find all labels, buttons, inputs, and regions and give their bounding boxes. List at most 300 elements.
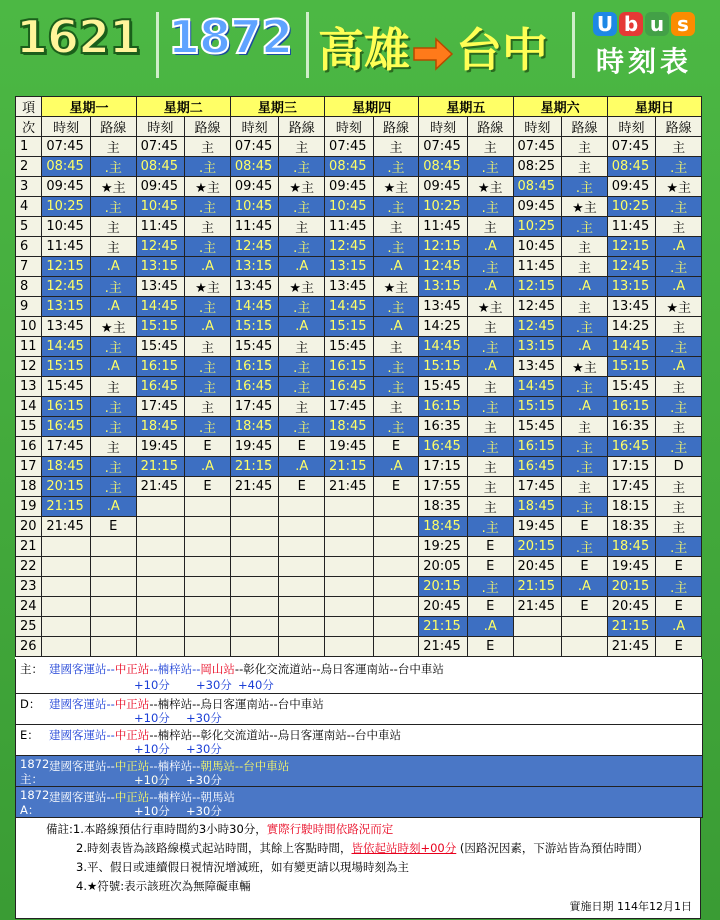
note-stops: 建國客運站--中正站--楠梓站--朝馬站 — [49, 790, 235, 804]
departure-time: 08:45 — [513, 177, 562, 197]
route-code: .主 — [279, 297, 325, 317]
route-code: E — [562, 597, 608, 617]
note-offset: +10分 — [134, 742, 170, 756]
departure-time: 21:45 — [136, 477, 185, 497]
route-code: .主 — [185, 237, 231, 257]
route-code: 主 — [562, 157, 608, 177]
route-code: E — [656, 637, 702, 657]
table-row — [16, 597, 702, 617]
departure-time: 08:45 — [325, 157, 374, 177]
route-code: .主 — [562, 317, 608, 337]
route-code: .主 — [185, 157, 231, 177]
remark-4: 4.★符號:表示該班次為無障礙車輛 — [76, 879, 251, 893]
note-label: D： — [20, 697, 41, 711]
departure-time: 16:15 — [607, 397, 656, 417]
departure-time: 18:45 — [230, 417, 279, 437]
route-code — [373, 557, 419, 577]
route-code: 主 — [562, 237, 608, 257]
departure-time: 14:45 — [513, 377, 562, 397]
route-code: .A — [279, 317, 325, 337]
departure-time: 17:45 — [607, 477, 656, 497]
column-header: 時刻 — [419, 117, 468, 137]
departure-time: 18:45 — [325, 417, 374, 437]
route-code: .A — [90, 357, 136, 377]
row-index: 22 — [16, 557, 42, 577]
departure-time: 13:15 — [607, 277, 656, 297]
route-code: 主 — [656, 517, 702, 537]
route-code: .A — [656, 237, 702, 257]
departure-time: 20:45 — [419, 597, 468, 617]
departure-time: 17:45 — [513, 477, 562, 497]
note-offset: +10分 — [134, 711, 170, 725]
route-code: .主 — [279, 377, 325, 397]
departure-time: 09:45 — [607, 177, 656, 197]
departure-time: 21:45 — [42, 517, 91, 537]
departure-time: 13:45 — [607, 297, 656, 317]
day-header: 星期三 — [230, 97, 324, 117]
departure-time: 16:15 — [136, 357, 185, 377]
note-route-e — [15, 725, 703, 756]
route-code — [279, 617, 325, 637]
route-code: E — [185, 477, 231, 497]
departure-time: 14:45 — [136, 297, 185, 317]
departure-time: 11:45 — [419, 217, 468, 237]
route-code: .主 — [185, 377, 231, 397]
route-code: 主 — [185, 137, 231, 157]
departure-time — [513, 617, 562, 637]
column-header: 時刻 — [230, 117, 279, 137]
timetable-grid — [15, 96, 702, 657]
departure-time: 12:15 — [607, 237, 656, 257]
route-code: 主 — [373, 397, 419, 417]
route-code: 主 — [185, 337, 231, 357]
route-code: .A — [562, 397, 608, 417]
departure-time — [136, 517, 185, 537]
route-code: E — [467, 537, 513, 557]
departure-time: 20:15 — [419, 577, 468, 597]
table-row — [16, 477, 702, 497]
departure-time: 16:15 — [419, 397, 468, 417]
departure-time: 12:45 — [607, 257, 656, 277]
note-offset: +30分 — [186, 773, 222, 787]
departure-time: 21:15 — [136, 457, 185, 477]
departure-time — [230, 497, 279, 517]
departure-time: 21:45 — [230, 477, 279, 497]
departure-time: 15:45 — [42, 377, 91, 397]
departure-time: 12:45 — [325, 237, 374, 257]
route-code: 主 — [279, 337, 325, 357]
day-header: 星期日 — [607, 97, 701, 117]
column-header: 時刻 — [607, 117, 656, 137]
route-code: .A — [279, 457, 325, 477]
departure-time — [325, 497, 374, 517]
route-code: .A — [185, 317, 231, 337]
departure-time: 18:45 — [513, 497, 562, 517]
route-code: 主 — [467, 417, 513, 437]
departure-time: 16:45 — [325, 377, 374, 397]
note-offset: +30分 — [186, 804, 222, 818]
day-header: 星期四 — [325, 97, 419, 117]
departure-time: 19:45 — [325, 437, 374, 457]
route-code: .主 — [467, 437, 513, 457]
route-code: .A — [90, 497, 136, 517]
route-code — [279, 517, 325, 537]
route-code — [185, 497, 231, 517]
departure-time: 16:45 — [42, 417, 91, 437]
index-header: 次 — [16, 117, 42, 137]
route-code — [90, 617, 136, 637]
note-offset: +10分 — [134, 678, 170, 692]
route-code: .主 — [656, 437, 702, 457]
departure-time: 21:45 — [607, 637, 656, 657]
route-code: 主 — [656, 477, 702, 497]
route-code: .主 — [90, 457, 136, 477]
departure-time: 17:15 — [607, 457, 656, 477]
note-label: 主： — [20, 662, 43, 676]
departure-time: 10:25 — [607, 197, 656, 217]
departure-time — [42, 537, 91, 557]
column-header: 路線 — [562, 117, 608, 137]
note-route-d — [15, 694, 703, 725]
row-index: 21 — [16, 537, 42, 557]
route-code: D — [656, 457, 702, 477]
departure-time — [325, 537, 374, 557]
departure-time: 20:15 — [513, 537, 562, 557]
route-code: .主 — [90, 197, 136, 217]
route-code: 主 — [467, 497, 513, 517]
departure-time — [42, 577, 91, 597]
route-code: 主 — [279, 137, 325, 157]
row-index: 7 — [16, 257, 42, 277]
route-code — [90, 577, 136, 597]
note-label: E： — [20, 728, 39, 742]
column-header: 路線 — [373, 117, 419, 137]
route-code: .A — [373, 317, 419, 337]
route-code: 主 — [656, 417, 702, 437]
route-code — [373, 577, 419, 597]
route-code: .主 — [562, 537, 608, 557]
route-code: .A — [373, 257, 419, 277]
route-code — [562, 617, 608, 637]
departure-time — [136, 597, 185, 617]
departure-time — [325, 557, 374, 577]
departure-time: 15:15 — [607, 357, 656, 377]
effective-date: 實施日期 114年12月1日 — [569, 900, 692, 913]
departure-time: 08:45 — [136, 157, 185, 177]
route-code: 主 — [656, 217, 702, 237]
route-code — [373, 497, 419, 517]
route-code — [279, 557, 325, 577]
departure-time — [230, 597, 279, 617]
departure-time: 17:45 — [230, 397, 279, 417]
route-code: E — [373, 477, 419, 497]
table-row — [16, 497, 702, 517]
departure-time — [136, 537, 185, 557]
route-code: ★主 — [467, 297, 513, 317]
departure-time — [136, 637, 185, 657]
departure-time: 15:15 — [325, 317, 374, 337]
note-stops: 建國客運站--中正站--楠梓站--朝馬站--台中車站 — [49, 759, 290, 773]
departure-time: 17:15 — [419, 457, 468, 477]
route-code: 主 — [656, 377, 702, 397]
note-offset: +10分 — [134, 773, 170, 787]
departure-time: 12:15 — [513, 277, 562, 297]
table-row — [16, 197, 702, 217]
departure-time: 17:55 — [419, 477, 468, 497]
departure-time: 19:45 — [513, 517, 562, 537]
departure-time: 10:45 — [230, 197, 279, 217]
column-header: 路線 — [467, 117, 513, 137]
departure-time: 19:45 — [136, 437, 185, 457]
route-code: .主 — [467, 257, 513, 277]
table-row — [16, 317, 702, 337]
route-code: 主 — [467, 317, 513, 337]
route-notes — [15, 659, 701, 919]
departure-time: 21:45 — [419, 637, 468, 657]
ubus-letters — [584, 12, 704, 36]
route-code: .主 — [90, 277, 136, 297]
route-code — [185, 537, 231, 557]
day-header: 星期五 — [419, 97, 513, 117]
route-code: .主 — [467, 397, 513, 417]
column-header: 路線 — [185, 117, 231, 137]
route-code — [185, 617, 231, 637]
route-code: ★主 — [185, 177, 231, 197]
route-code: ★主 — [279, 277, 325, 297]
departure-time: 14:45 — [419, 337, 468, 357]
ubus-letter: U — [593, 12, 617, 36]
departure-time: 15:45 — [136, 337, 185, 357]
departure-time: 21:15 — [42, 497, 91, 517]
departure-time: 13:15 — [42, 297, 91, 317]
route-code — [279, 577, 325, 597]
row-index: 6 — [16, 237, 42, 257]
timetable-label: 時刻表 — [595, 45, 692, 78]
row-index: 12 — [16, 357, 42, 377]
departure-time — [42, 597, 91, 617]
departure-time: 11:45 — [607, 217, 656, 237]
departure-time — [230, 617, 279, 637]
row-index: 5 — [16, 217, 42, 237]
departure-time: 13:15 — [136, 257, 185, 277]
route-code: 主 — [562, 417, 608, 437]
table-row — [16, 617, 702, 637]
departure-time: 21:15 — [325, 457, 374, 477]
table-row — [16, 397, 702, 417]
note-label: 1872 — [20, 757, 50, 771]
departure-time: 18:45 — [607, 537, 656, 557]
route-code: .主 — [185, 417, 231, 437]
route-code: .A — [185, 257, 231, 277]
departure-time: 17:45 — [136, 397, 185, 417]
departure-time — [136, 557, 185, 577]
route-code — [90, 637, 136, 657]
departure-time: 19:45 — [230, 437, 279, 457]
route-code: 主 — [467, 477, 513, 497]
route-number-1621: 1621 — [16, 10, 141, 64]
route-code: ★主 — [562, 197, 608, 217]
route-code: .主 — [562, 177, 608, 197]
route-code — [562, 637, 608, 657]
route-code: 主 — [562, 257, 608, 277]
route-code: .主 — [185, 197, 231, 217]
route-number-1872: 1872 — [168, 10, 293, 64]
note-1872-a — [15, 787, 703, 818]
departure-time: 11:45 — [513, 257, 562, 277]
row-index: 23 — [16, 577, 42, 597]
departure-time: 13:45 — [513, 357, 562, 377]
departure-time — [325, 617, 374, 637]
note-1872-main — [15, 756, 703, 787]
route-code: .A — [90, 297, 136, 317]
row-index: 13 — [16, 377, 42, 397]
note-stops: 建國客運站--中正站--楠梓站--烏日客運南站--台中車站 — [49, 697, 324, 711]
departure-time: 20:05 — [419, 557, 468, 577]
departure-time: 16:45 — [136, 377, 185, 397]
departure-time: 10:45 — [325, 197, 374, 217]
route-code: E — [279, 437, 325, 457]
route-code: 主 — [467, 457, 513, 477]
route-code: E — [467, 557, 513, 577]
route-code: 主 — [656, 497, 702, 517]
table-row — [16, 637, 702, 657]
departure-time: 07:45 — [419, 137, 468, 157]
route-code: .主 — [656, 257, 702, 277]
route-code: .主 — [90, 477, 136, 497]
departure-time: 18:15 — [607, 497, 656, 517]
origin-label: 高雄 — [318, 23, 410, 77]
departure-time: 16:15 — [42, 397, 91, 417]
departure-time — [230, 537, 279, 557]
route-code: E — [185, 437, 231, 457]
departure-time — [136, 497, 185, 517]
divider — [572, 12, 575, 78]
route-code: E — [656, 597, 702, 617]
row-index: 4 — [16, 197, 42, 217]
departure-time: 15:45 — [607, 377, 656, 397]
row-index: 18 — [16, 477, 42, 497]
route-code: .主 — [467, 157, 513, 177]
departure-time: 21:15 — [230, 457, 279, 477]
route-code — [90, 597, 136, 617]
route-code: .A — [467, 277, 513, 297]
route-code: 主 — [185, 397, 231, 417]
note-offset: +40分 — [238, 678, 274, 692]
departure-time: 15:45 — [325, 337, 374, 357]
row-index: 15 — [16, 417, 42, 437]
ubus-logo — [584, 12, 704, 82]
table-row — [16, 217, 702, 237]
route-code: .A — [656, 617, 702, 637]
note-label: A： — [20, 803, 40, 817]
route-code: .主 — [656, 197, 702, 217]
table-row — [16, 457, 702, 477]
departure-time: 16:45 — [230, 377, 279, 397]
route-code: .主 — [90, 417, 136, 437]
route-code: 主 — [90, 437, 136, 457]
departure-time — [136, 577, 185, 597]
route-code: ★主 — [656, 297, 702, 317]
departure-time: 12:45 — [136, 237, 185, 257]
departure-time: 12:45 — [230, 237, 279, 257]
departure-time: 09:45 — [136, 177, 185, 197]
route-code: .主 — [562, 377, 608, 397]
route-code: .主 — [279, 197, 325, 217]
table-row — [16, 437, 702, 457]
route-code: .主 — [373, 237, 419, 257]
route-code: 主 — [279, 217, 325, 237]
route-code: .主 — [373, 357, 419, 377]
departure-time: 20:45 — [513, 557, 562, 577]
departure-time: 21:45 — [325, 477, 374, 497]
departure-time: 09:45 — [230, 177, 279, 197]
note-offset: +30分 — [186, 742, 222, 756]
route-code: ★主 — [562, 357, 608, 377]
route-code — [185, 557, 231, 577]
departure-time: 16:15 — [513, 437, 562, 457]
departure-time: 19:25 — [419, 537, 468, 557]
departure-time: 16:45 — [419, 437, 468, 457]
route-code: .主 — [185, 297, 231, 317]
table-row — [16, 417, 702, 437]
departure-time: 15:45 — [419, 377, 468, 397]
route-code: .主 — [656, 577, 702, 597]
departure-time: 15:15 — [419, 357, 468, 377]
departure-time: 15:15 — [230, 317, 279, 337]
departure-time: 16:15 — [230, 357, 279, 377]
route-code: E — [90, 517, 136, 537]
table-row — [16, 257, 702, 277]
note-stops: 建國客運站--中正站--楠梓站--岡山站--彰化交流道站--烏日客運南站--台中車站 — [49, 662, 444, 676]
row-index: 1 — [16, 137, 42, 157]
departure-time: 21:15 — [419, 617, 468, 637]
departure-time: 13:15 — [513, 337, 562, 357]
ubus-letter: s — [671, 12, 695, 36]
departure-time: 08:25 — [513, 157, 562, 177]
row-index: 3 — [16, 177, 42, 197]
departure-time: 10:45 — [513, 237, 562, 257]
route-code: 主 — [467, 137, 513, 157]
departure-time — [513, 637, 562, 657]
route-code — [185, 637, 231, 657]
departure-time: 07:45 — [230, 137, 279, 157]
route-code: .A — [562, 337, 608, 357]
row-index: 17 — [16, 457, 42, 477]
departure-time: 12:45 — [419, 257, 468, 277]
day-header: 星期二 — [136, 97, 230, 117]
departure-time: 13:45 — [419, 297, 468, 317]
day-header: 星期一 — [42, 97, 136, 117]
route-code — [373, 537, 419, 557]
departure-time — [230, 517, 279, 537]
route-code: E — [562, 517, 608, 537]
route-code: ★主 — [90, 317, 136, 337]
column-header: 路線 — [90, 117, 136, 137]
departure-time: 14:25 — [419, 317, 468, 337]
departure-time — [42, 617, 91, 637]
route-code: 主 — [279, 397, 325, 417]
table-row — [16, 517, 702, 537]
departure-time: 16:45 — [513, 457, 562, 477]
departure-time: 13:15 — [230, 257, 279, 277]
header — [0, 0, 720, 92]
departure-time: 12:15 — [419, 237, 468, 257]
table-row — [16, 297, 702, 317]
departure-time: 07:45 — [513, 137, 562, 157]
departure-time: 18:45 — [42, 457, 91, 477]
departure-time: 10:45 — [42, 217, 91, 237]
route-code: 主 — [373, 337, 419, 357]
